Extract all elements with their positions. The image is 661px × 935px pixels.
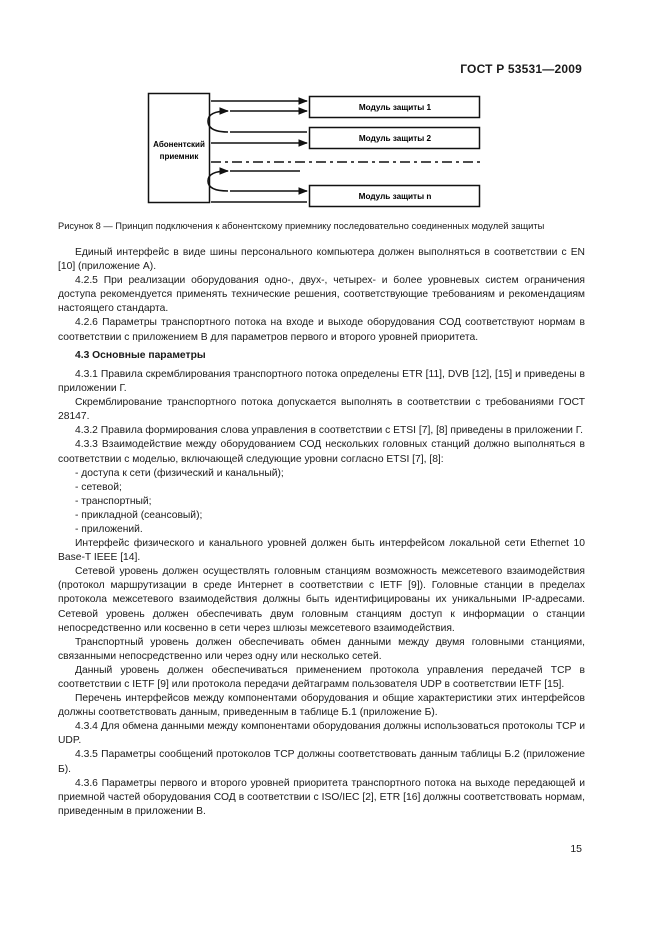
list-item: - приложений. <box>75 523 143 535</box>
paragraph: Перечень интерфейсов между компонентами оборудования и общие характеристики этих интерфейсов должны соответствовать данным, приведенным в таблице Б.1 (приложение Б). <box>58 693 585 719</box>
figure-caption: Рисунок 8 — Принцип подключения к абонентскому приемнику последовательно соединенных модулей защиты <box>58 221 545 231</box>
paragraph: Интерфейс физического и канального уровней должен быть интерфейсом локальной сети Ethernet 10 Base-T IEEE [14]. <box>58 538 585 564</box>
paragraph: 4.2.5 При реализации оборудования одно-, двух-, четырех- и более уровневых систем ограничения доступа рекомендуется применять технические решения, соответствующие требованиям и рекомендациям настоящего стандарта. <box>58 275 585 315</box>
paragraph: 4.3.3 Взаимодействие между оборудованием СОД нескольких головных станций должно выполняться в соответствии с моделью, включающей следующие уровни согласно ETSI [7], [8]: <box>58 439 585 465</box>
module-label-1: Модуль защиты 1 <box>358 103 432 112</box>
paragraph: 4.3.6 Параметры первого и второго уровней приоритета транспортного потока на выходе передающей и приемной частей оборудования СОД в соответствии с ISO/IEC [2], ETR [16] должны соответствовать нормам, приведенным в приложении В. <box>58 777 585 817</box>
paragraph: Единый интерфейс в виде шины персонального компьютера должен выполняться в соответствии с EN [10] (приложение А). <box>58 247 585 273</box>
receiver-label-line1: Абонентский <box>153 140 205 149</box>
module-label-2: Модуль защиты 2 <box>358 134 432 143</box>
paragraph: 4.3.2 Правила формирования слова управления в соответствии с ETSI [7], [8] приведены в приложении Г. <box>75 425 583 437</box>
body-text <box>58 246 585 819</box>
paragraph: 4.3.1 Правила скремблирования транспортного потока определены ETR [11], DVB [12], [15] и приведены в приложении Г. <box>58 368 585 395</box>
list-item: - доступа к сети (физический и канальный); <box>75 467 284 479</box>
list-item: - транспортный; <box>75 495 152 507</box>
standard-code: ГОСТ Р 53531—2009 <box>460 62 582 76</box>
section-heading: 4.3 Основные параметры <box>75 350 206 362</box>
paragraph: 4.3.5 Параметры сообщений протоколов TCP должны соответствовать данным таблицы Б.2 (приложение Б). <box>58 749 585 775</box>
paragraph: Данный уровень должен обеспечиваться применением протокола управления передачей TCP в соответствии с IETF [9] или протокола передачи дейтаграмм пользователя UDP в соответствии IETF [15]. <box>58 664 585 690</box>
connection-arrows <box>208 101 480 202</box>
paragraph: 4.3.4 Для обмена данными между компонентами оборудования должны использоваться протоколы TCP и UDP. <box>58 721 585 747</box>
paragraph: 4.2.6 Параметры транспортного потока на входе и выходе оборудования СОД соответствуют нормам в соответствии с приложением В для параметров первого и второго уровней приоритета. <box>58 317 585 343</box>
list-item: - прикладной (сеансовый); <box>75 509 203 521</box>
module-label-n: Модуль защиты n <box>358 192 432 201</box>
list-item: - сетевой; <box>75 481 122 493</box>
page-number: 15 <box>570 843 582 855</box>
receiver-label-line2: приемник <box>159 152 199 161</box>
paragraph: Транспортный уровень должен обеспечивать обмен данными между двумя головными станциями, связанными непосредственно или через одну или несколько сетей. <box>58 636 585 662</box>
connection-diagram <box>0 0 661 220</box>
paragraph: Сетевой уровень должен осуществлять головным станциям возможность межсетевого взаимодействия (протокол маршрутизации в среде Интернет в соответствии с IETF [9]). Головные станции в пределах протокола межсетевого взаимодействия должны быть идентифицированы их уникальными IP-адресами. Сетевой уровень должен обеспечивать двум головным станциям доступ к информации о станции непосредственно или косвенно в сети через шлюзы межсетевого взаимодействия. <box>58 566 585 634</box>
paragraph: Скремблирование транспортного потока допускается выполнять в соответствии с требованиями ГОСТ 28147. <box>58 397 585 423</box>
